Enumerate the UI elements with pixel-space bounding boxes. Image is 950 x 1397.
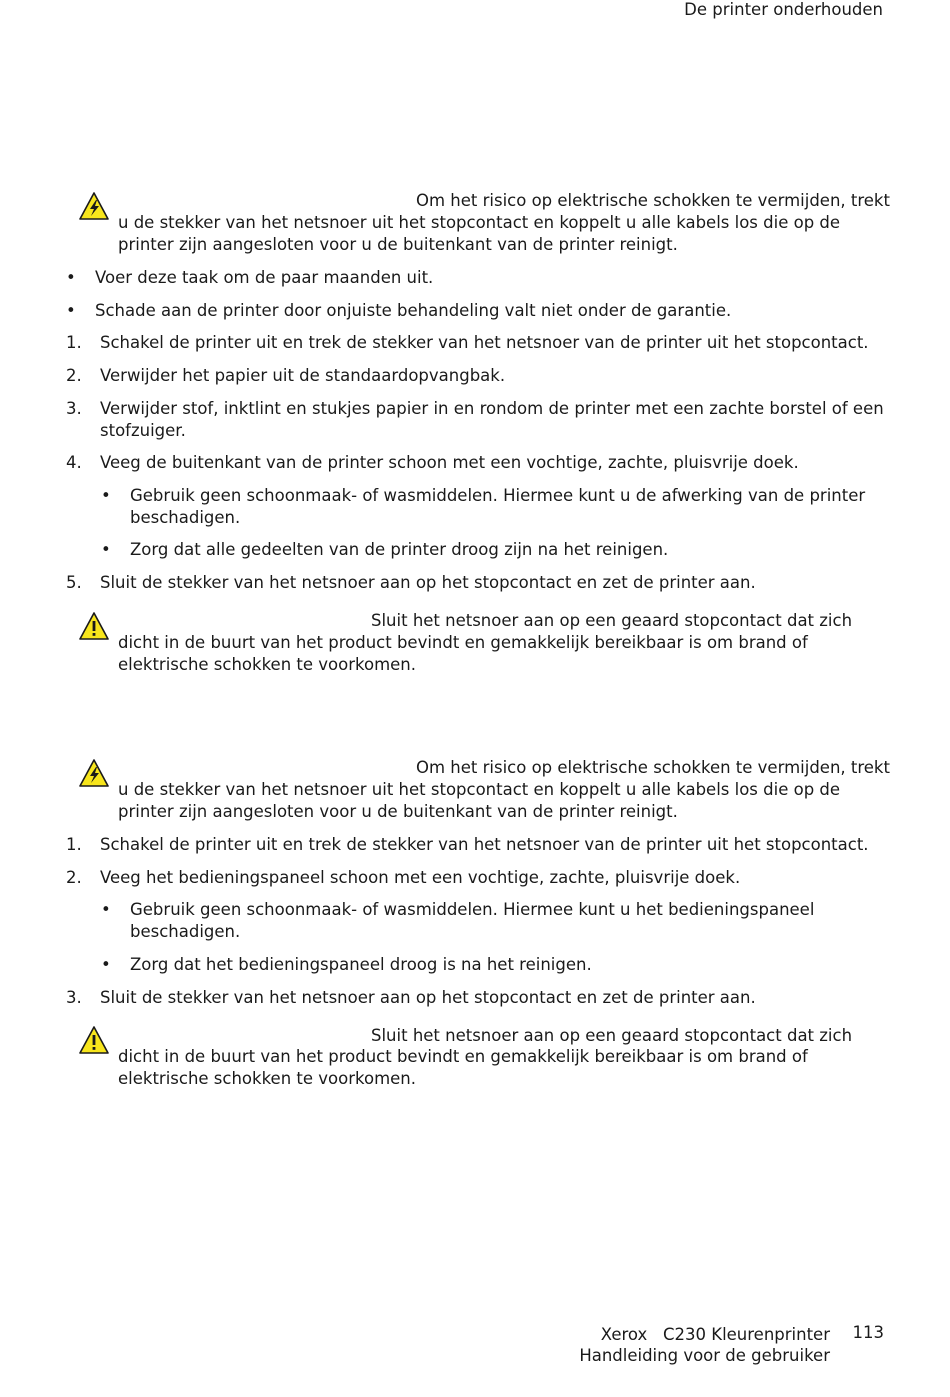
step-text: Verwijder het papier uit de standaardopvangbak. xyxy=(100,366,506,385)
warning-text-line: printer zijn aangesloten voor u de buitenkant van de printer reinigt. xyxy=(118,802,678,821)
running-header: De printer onderhouden xyxy=(684,0,883,19)
step-number: 1. xyxy=(66,835,82,854)
step-text: Sluit de stekker van het netsnoer aan op het stopcontact en zet de printer aan. xyxy=(100,573,756,592)
step-number: 1. xyxy=(66,333,82,352)
step-text: Schakel de printer uit en trek de stekker van het netsnoer van de printer uit het stopcontact. xyxy=(100,835,869,854)
electric-shock-warning-icon xyxy=(78,191,110,221)
step-number: 3. xyxy=(66,988,82,1007)
warning-text-line: u de stekker van het netsnoer uit het stopcontact en koppelt u alle kabels los die op de xyxy=(118,213,841,232)
caution-text-line: elektrische schokken te voorkomen. xyxy=(118,1069,416,1088)
substep-text: Gebruik geen schoonmaak- of wasmiddelen. Hiermee kunt u het bedieningspaneel xyxy=(130,900,815,919)
substep-text: Gebruik geen schoonmaak- of wasmiddelen. Hiermee kunt u de afwerking van de printer xyxy=(130,486,866,505)
substep-text: beschadigen. xyxy=(130,508,241,527)
step-number: 3. xyxy=(66,399,82,418)
caution-warning-icon xyxy=(78,1025,110,1055)
step-text: Veeg het bedieningspaneel schoon met een vochtige, zachte, pluisvrije doek. xyxy=(100,868,741,887)
caution-text-line: elektrische schokken te voorkomen. xyxy=(118,655,416,674)
bullet: • xyxy=(66,301,76,320)
step-number: 2. xyxy=(66,868,82,887)
step-text: stofzuiger. xyxy=(100,421,186,440)
page-number: 113 xyxy=(852,1323,884,1342)
step-text: Verwijder stof, inktlint en stukjes papier in en rondom de printer met een zachte borstel of een xyxy=(100,399,884,418)
footer-guide: Handleiding voor de gebruiker xyxy=(579,1346,830,1365)
bullet: • xyxy=(101,540,111,559)
substep-text: Zorg dat het bedieningspaneel droog is na het reinigen. xyxy=(130,955,592,974)
step-text: Sluit de stekker van het netsnoer aan op het stopcontact en zet de printer aan. xyxy=(100,988,756,1007)
caution-text-line: dicht in de buurt van het product bevindt en gemakkelijk bereikbaar is om brand of xyxy=(118,633,808,652)
step-number: 2. xyxy=(66,366,82,385)
footer-product: Xerox C230 Kleurenprinter xyxy=(600,1325,830,1344)
electric-shock-warning-icon xyxy=(78,758,110,788)
caution-text-line: Sluit het netsnoer aan op een geaard stopcontact dat zich xyxy=(371,1026,853,1045)
warning-text-line: printer zijn aangesloten voor u de buitenkant van de printer reinigt. xyxy=(118,235,678,254)
step-text: Schakel de printer uit en trek de stekker van het netsnoer van de printer uit het stopcontact. xyxy=(100,333,869,352)
bullet: • xyxy=(101,955,111,974)
substep-text: beschadigen. xyxy=(130,922,241,941)
warning-text-line: Om het risico op elektrische schokken te vermijden, trekt xyxy=(416,191,890,210)
step-number: 5. xyxy=(66,573,82,592)
warning-text-line: u de stekker van het netsnoer uit het stopcontact en koppelt u alle kabels los die op de xyxy=(118,780,841,799)
substep-text: Zorg dat alle gedeelten van de printer droog zijn na het reinigen. xyxy=(130,540,669,559)
caution-text-line: dicht in de buurt van het product bevindt en gemakkelijk bereikbaar is om brand of xyxy=(118,1047,808,1066)
step-number: 4. xyxy=(66,453,82,472)
bullet: • xyxy=(66,268,76,287)
caution-warning-icon xyxy=(78,611,110,641)
step-text: Veeg de buitenkant van de printer schoon met een vochtige, zachte, pluisvrije doek. xyxy=(100,453,799,472)
note-text: Schade aan de printer door onjuiste behandeling valt niet onder de garantie. xyxy=(95,301,732,320)
warning-text-line: Om het risico op elektrische schokken te vermijden, trekt xyxy=(416,758,890,777)
bullet: • xyxy=(101,486,111,505)
note-text: Voer deze taak om de paar maanden uit. xyxy=(95,268,434,287)
caution-text-line: Sluit het netsnoer aan op een geaard stopcontact dat zich xyxy=(371,611,853,630)
bullet: • xyxy=(101,900,111,919)
